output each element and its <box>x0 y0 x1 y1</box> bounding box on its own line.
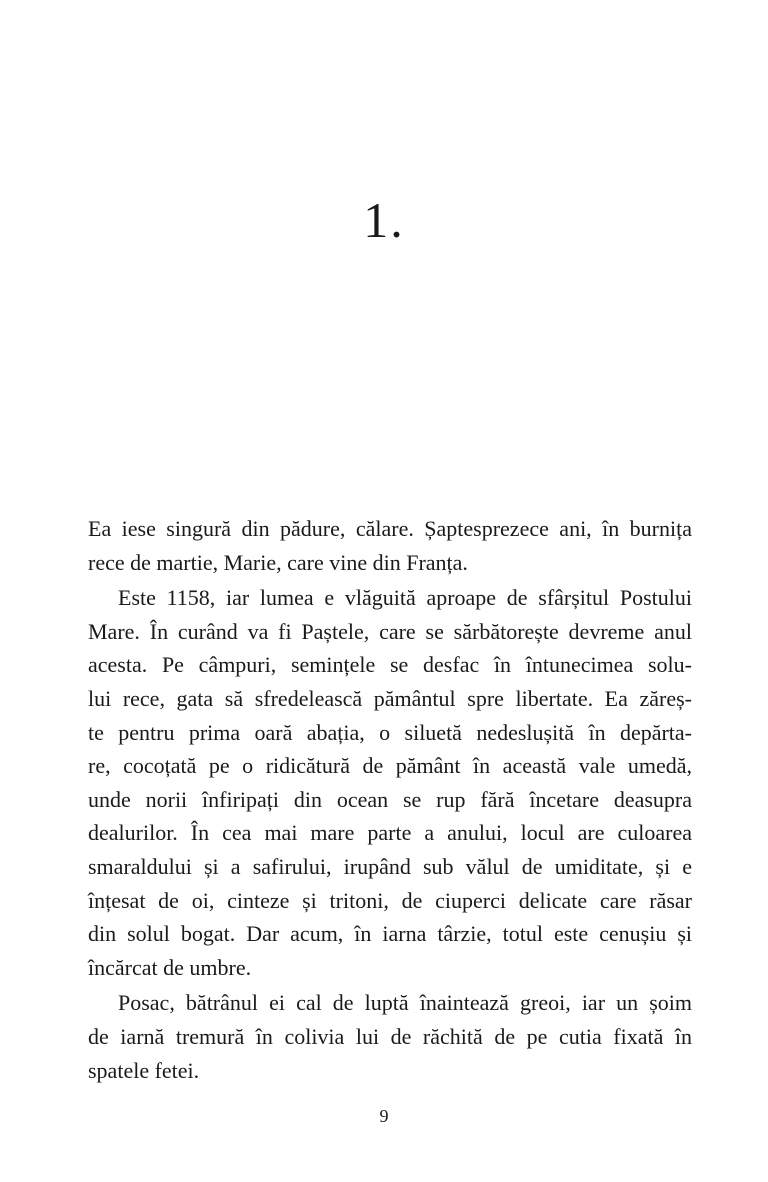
text-line: de iarnă tremură în colivia lui de răchită de pe cutia fixată în <box>88 1023 692 1049</box>
text-line: te pentru prima oară abația, o siluetă nedeslușită în depărta- <box>88 719 692 745</box>
paragraph-2 <box>88 581 692 984</box>
text-line: smaraldului și a safirului, irupând sub vălul de umiditate, și e <box>88 853 692 879</box>
text-line: spatele fetei. <box>88 1057 200 1083</box>
text-line: Ea iese singură din pădure, călare. Șaptesprezece ani, în burnița <box>88 516 692 541</box>
text-line: unde norii înfiripați din ocean se rup fără încetare deasupra <box>88 786 692 812</box>
text-line: re, cocoțată pe o ridicătură de pământ în această vale umedă, <box>88 753 692 779</box>
text-line: din solul bogat. Dar acum, în iarna târzie, totul este cenușiu și <box>88 921 692 947</box>
text-line: acesta. Pe câmpuri, semințele se desfac în întunecimea solu- <box>88 652 692 678</box>
text-line: Posac, bătrânul ei cal de luptă înaintează greoi, iar un șoim <box>118 990 692 1016</box>
page-number: 9 <box>379 1106 389 1126</box>
chapter-number: 1. <box>363 192 405 248</box>
paragraph-3 <box>88 986 692 1087</box>
text-line: Mare. În curând va fi Paștele, care se sărbătorește devreme anul <box>88 618 692 644</box>
text-line: rece de martie, Marie, care vine din Franța. <box>88 549 468 575</box>
body-text <box>88 512 692 1087</box>
paragraph-1 <box>88 512 692 579</box>
text-line: dealurilor. În cea mai mare parte a anului, locul are culoarea <box>88 820 692 846</box>
text-line: lui rece, gata să sfredelească pământul spre libertate. Ea zăreș- <box>88 685 692 711</box>
text-line: Este 1158, iar lumea e vlăguită aproape de sfârșitul Postului <box>118 585 692 611</box>
text-line: înțesat de oi, cinteze și tritoni, de ciuperci delicate care răsar <box>88 887 692 913</box>
text-line: încărcat de umbre. <box>88 954 252 980</box>
